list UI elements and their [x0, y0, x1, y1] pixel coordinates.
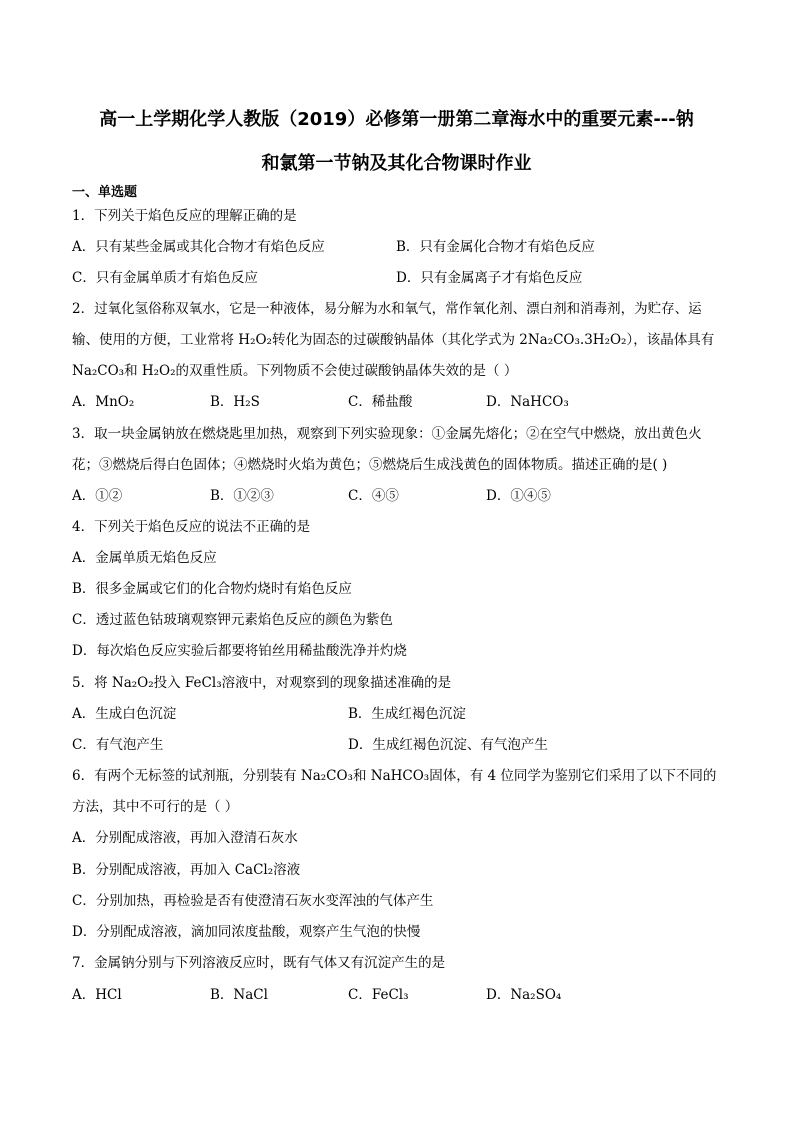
question-6-option-b: B．分别配成溶液，再加入 CaCl₂溶液	[72, 862, 301, 878]
question-3-option-d: D．①④⑤	[486, 488, 551, 504]
question-5-option-a: A．生成白色沉淀	[72, 706, 177, 722]
question-7-option-a: A．HCl	[72, 987, 122, 1003]
question-7-option-c: C．FeCl₃	[348, 987, 409, 1003]
question-5-option-b: B．生成红褐色沉淀	[348, 706, 466, 722]
question-1-option-c: C．只有金属单质才有焰色反应	[72, 270, 258, 286]
question-5-stem: 5．将 Na₂O₂投入 FeCl₃溶液中，对观察到的现象描述准确的是	[72, 675, 452, 691]
question-5-option-d: D．生成红褐色沉淀、有气泡产生	[348, 737, 548, 753]
question-4-option-a: A．金属单质无焰色反应	[72, 550, 217, 566]
question-7-stem: 7．金属钠分别与下列溶液反应时，既有气体又有沉淀产生的是	[72, 955, 446, 971]
question-4-stem: 4．下列关于焰色反应的说法不正确的是	[72, 519, 311, 535]
question-1-option-d: D．只有金属离子才有焰色反应	[396, 270, 583, 286]
question-6-stem-line-1: 6．有两个无标签的试剂瓶，分别装有 Na₂CO₃和 NaHCO₃固体，有 4 位同学为鉴别它们采用了以下不同的	[72, 768, 717, 784]
question-3-stem-line-1: 3．取一块金属钠放在燃烧匙里加热，观察到下列实验现象：①金属先熔化；②在空气中燃烧，放出黄色火	[72, 426, 702, 442]
question-2-option-c: C．稀盐酸	[348, 394, 413, 410]
question-6-option-c: C．分别加热，再检验是否有使澄清石灰水变浑浊的气体产生	[72, 893, 434, 909]
question-3-stem-line-2: 花；③燃烧后得白色固体；④燃烧时火焰为黄色；⑤燃烧后生成浅黄色的固体物质。描述正确的是( )	[72, 457, 668, 473]
question-1-option-a: A．只有某些金属或其化合物才有焰色反应	[72, 239, 325, 255]
question-2-option-d: D．NaHCO₃	[486, 394, 569, 410]
section-heading: 一、单选题	[72, 185, 138, 200]
question-5-option-c: C．有气泡产生	[72, 737, 164, 753]
question-2-stem-line-1: 2．过氧化氢俗称双氧水，它是一种液体，易分解为水和氧气，常作氧化剂、漂白剂和消毒剂，为贮存、运	[72, 301, 702, 317]
question-4-option-b: B．很多金属或它们的化合物灼烧时有焰色反应	[72, 581, 352, 597]
document-title-line-2: 和氯第一节钠及其化合物课时作业	[261, 153, 532, 174]
question-6-option-d: D．分别配成溶液，滴加同浓度盐酸，观察产生气泡的快慢	[72, 924, 421, 940]
question-2-stem-line-3: Na₂CO₃和 H₂O₂的双重性质。下列物质不会使过碳酸钠晶体失效的是（ ）	[72, 363, 518, 379]
question-6-option-a: A．分别配成溶液，再加入澄清石灰水	[72, 830, 298, 846]
question-4-option-c: C．透过蓝色钴玻璃观察钾元素焰色反应的颜色为紫色	[72, 612, 393, 628]
question-2-stem-line-2: 输、使用的方便，工业常将 H₂O₂转化为固态的过碳酸钠晶体（其化学式为 2Na₂CO₃.3H₂O₂），该晶体具有	[72, 332, 715, 348]
question-6-stem-line-2: 方法，其中不可行的是（ ）	[72, 799, 239, 815]
question-7-option-d: D．Na₂SO₄	[486, 987, 562, 1003]
question-2-option-b: B．H₂S	[210, 394, 260, 410]
question-4-option-d: D．每次焰色反应实验后都要将铂丝用稀盐酸洗净并灼烧	[72, 643, 407, 659]
document-title-line-1: 高一上学期化学人教版（2019）必修第一册第二章海水中的重要元素---钠	[99, 109, 694, 130]
question-3-option-c: C．④⑤	[348, 488, 399, 504]
question-1-option-b: B．只有金属化合物才有焰色反应	[396, 239, 595, 255]
question-2-option-a: A．MnO₂	[72, 394, 135, 410]
question-7-option-b: B．NaCl	[210, 987, 268, 1003]
question-3-option-b: B．①②③	[210, 488, 274, 504]
question-3-option-a: A．①②	[72, 488, 123, 504]
question-1-stem: 1．下列关于焰色反应的理解正确的是	[72, 208, 297, 224]
